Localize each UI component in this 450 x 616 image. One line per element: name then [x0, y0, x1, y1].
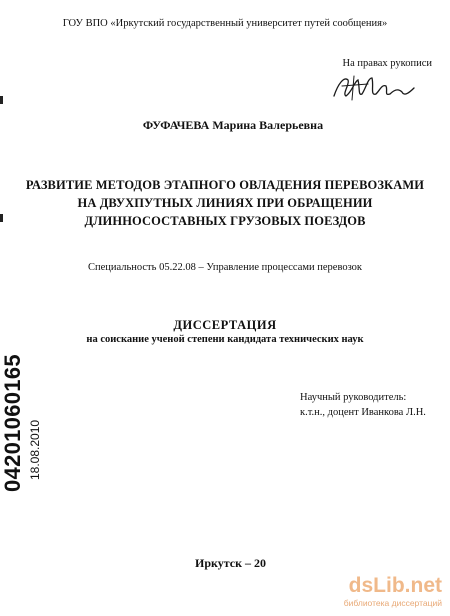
supervisor-name: к.т.н., доцент Иванкова Л.Н.	[300, 407, 426, 418]
title-line-2: НА ДВУХПУТНЫХ ЛИНИЯХ ПРИ ОБРАЩЕНИИ	[77, 196, 373, 210]
specialty-line: Специальность 05.22.08 – Управление процессами перевозок	[87, 262, 363, 273]
library-stamp-date: 18.08.2010	[28, 419, 42, 480]
manuscript-rights-note: На правах рукописи	[342, 58, 432, 69]
degree-line: на соискание ученой степени кандидата технических наук	[86, 334, 364, 345]
library-stamp	[0, 340, 44, 500]
library-stamp-number: 04201060165	[0, 354, 25, 492]
dslib-watermark	[330, 574, 442, 610]
author-name: ФУФАЧЕВА Марина Валерьевна	[142, 118, 324, 132]
title-line-1: РАЗВИТИЕ МЕТОДОВ ЭТАПНОГО ОВЛАДЕНИЯ ПЕРЕВОЗКАМИ	[25, 178, 425, 192]
document-type: ДИССЕРТАЦИЯ	[173, 318, 277, 332]
title-line-3: ДЛИННОСОСТАВНЫХ ГРУЗОВЫХ ПОЕЗДОВ	[84, 214, 366, 228]
author-signature	[328, 70, 418, 104]
scan-edge-mark	[0, 96, 3, 104]
scan-edge-mark	[0, 214, 3, 222]
city-year: Иркутск – 20	[195, 556, 267, 570]
dslib-logo: dsLib.net	[348, 574, 442, 597]
institution-name: ГОУ ВПО «Иркутский государственный университет путей сообщения»	[62, 18, 388, 29]
dslib-tagline: библиотека диссертаций	[343, 598, 442, 608]
supervisor-label: Научный руководитель:	[300, 392, 407, 403]
